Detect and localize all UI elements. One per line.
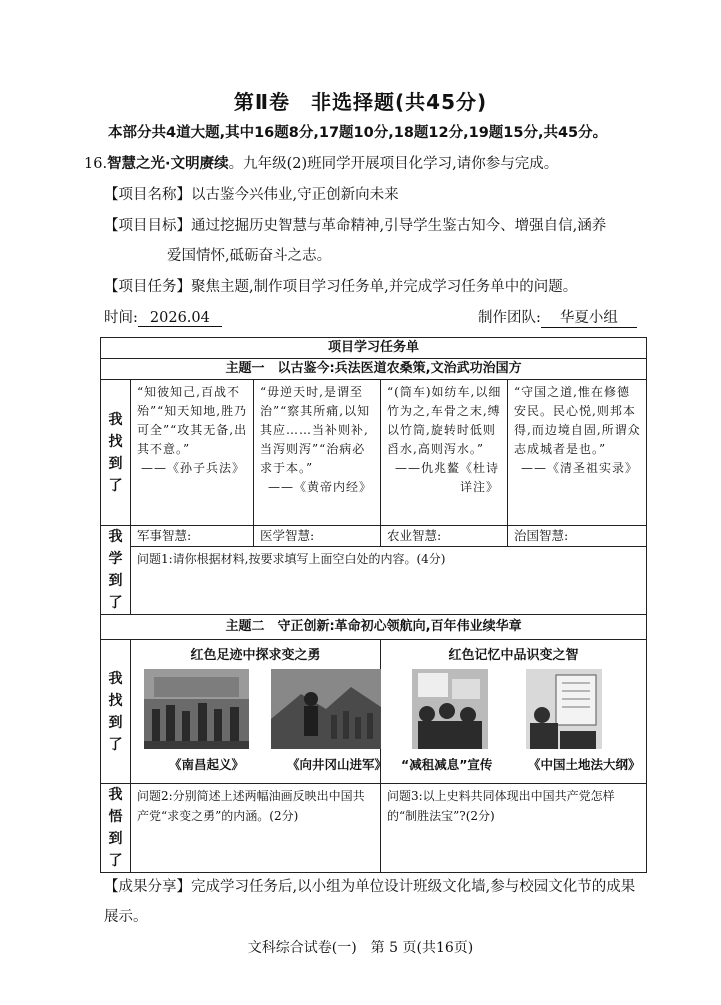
realized-label: 我 悟 到 了 — [101, 784, 131, 873]
section-heading: 第Ⅱ卷 非选择题(共45分) — [233, 90, 488, 114]
question-16-stem — [84, 152, 558, 173]
time-field — [104, 306, 222, 327]
red-footprints-cell — [131, 640, 388, 784]
rent-reduction-photo — [412, 669, 488, 749]
task-sheet-table — [100, 337, 647, 873]
blank-military[interactable]: 军事智慧: — [131, 526, 254, 547]
land-law-photo — [526, 669, 602, 749]
question-number: 16. — [84, 156, 108, 172]
project-goal-line-2: 爱国情怀,砥砺奋斗之志。 — [167, 248, 332, 264]
theme-one-heading: 主题一 以古鉴今:兵法医道农桑策,文治武功治国方 — [101, 359, 647, 380]
jinggangshan-painting — [271, 669, 381, 749]
right-heading: 红色记忆中品识变之智 — [448, 648, 579, 663]
team-label: 制作团队: — [478, 310, 541, 326]
quote-qing: “守国之道,惟在修德安民。民心悦,则邦本得,而边境自固,所谓众志成城者是也。” ——《清圣祖实录》 — [508, 380, 647, 526]
caption-land-law: 《中国土地法大纲》 — [528, 757, 641, 772]
found-label: 我 找 到 了 — [101, 380, 131, 526]
project-task: 【项目任务】聚焦主题,制作项目学习任务单,并完成学习任务单中的问题。 — [104, 279, 578, 295]
time-value: 2026.04 — [138, 310, 222, 327]
blank-agriculture[interactable]: 农业智慧: — [381, 526, 508, 547]
theme-two-heading: 主题二 守正创新:革命初心领航向,百年伟业续华章 — [101, 615, 647, 640]
caption-nanchang: 《南昌起义》 — [169, 757, 245, 772]
task-sheet-title: 项目学习任务单 — [101, 338, 647, 359]
learned-label: 我 学 到 了 — [101, 526, 131, 615]
achievement-share: 【成果分享】完成学习任务后,以小组为单位设计班级文化墙,参与校园文化节的成果展示。 — [104, 879, 636, 925]
team-value: 华夏小组 — [541, 306, 637, 328]
quote-source: ——《孙子兵法》 — [140, 461, 245, 475]
time-label: 时间: — [104, 310, 138, 326]
found-label-2: 我 找 到 了 — [101, 640, 131, 784]
nanchang-uprising-painting — [144, 669, 249, 749]
question-2: 问题2:分别简述上述两幅油画反映出中国共产党“求变之勇”的内涵。(2分) — [131, 784, 381, 873]
team-field — [478, 306, 637, 328]
question-1: 问题1:请你根据材料,按要求填写上面空白处的内容。(4分) — [131, 547, 647, 615]
quote-sunzi: “知彼知己,百战不殆”“知天知地,胜乃可全”“攻其无备,出其不意。” ——《孙子兵法》 — [131, 380, 254, 526]
blank-governance[interactable]: 治国智慧: — [508, 526, 647, 547]
question-theme: 智慧之光·文明赓续 — [107, 156, 229, 172]
question-prompt: 。九年级(2)班同学开展项目化学习,请你参与完成。 — [228, 156, 559, 172]
section-intro: 本部分共4道大题,其中16题8分,17题10分,18题12分,19题15分,共45分。 — [108, 125, 608, 141]
caption-jinggangshan: 《向井冈山进军》 — [287, 757, 388, 772]
quote-source: ——仇兆鳌《杜诗详注》 — [394, 461, 499, 494]
project-goal-line-1: 【项目目标】通过挖掘历史智慧与革命精神,引导学生鉴古知今、增强自信,涵养 — [104, 218, 607, 234]
question-3: 问题3:以上史料共同体现出中国共产党怎样的“制胜法宝”?(2分) — [381, 784, 647, 873]
quote-dushi: “(筒车)如纺车,以细竹为之,车骨之末,缚以竹筒,旋转时低则舀水,高则泻水。” ——仇兆鳌《杜诗详注》 — [381, 380, 508, 526]
left-heading: 红色足迹中探求变之勇 — [190, 648, 321, 663]
blank-medical[interactable]: 医学智慧: — [254, 526, 381, 547]
red-memory-cell — [381, 640, 647, 784]
page-footer: 文科综合试卷(一) 第 5 页(共16页) — [247, 940, 474, 956]
caption-rent-reduction: “减租减息”宣传 — [401, 757, 493, 772]
project-name: 【项目名称】以古鉴今兴伟业,守正创新向未来 — [104, 187, 399, 203]
quote-huangdi: “毋逆天时,是谓至治”“察其所痛,以知其应……当补则补,当泻则泻”“治病必求于本。” ——《黄帝内经》 — [254, 380, 381, 526]
quote-source: ——《清圣祖实录》 — [521, 461, 639, 475]
quote-source: ——《黄帝内经》 — [267, 480, 372, 494]
